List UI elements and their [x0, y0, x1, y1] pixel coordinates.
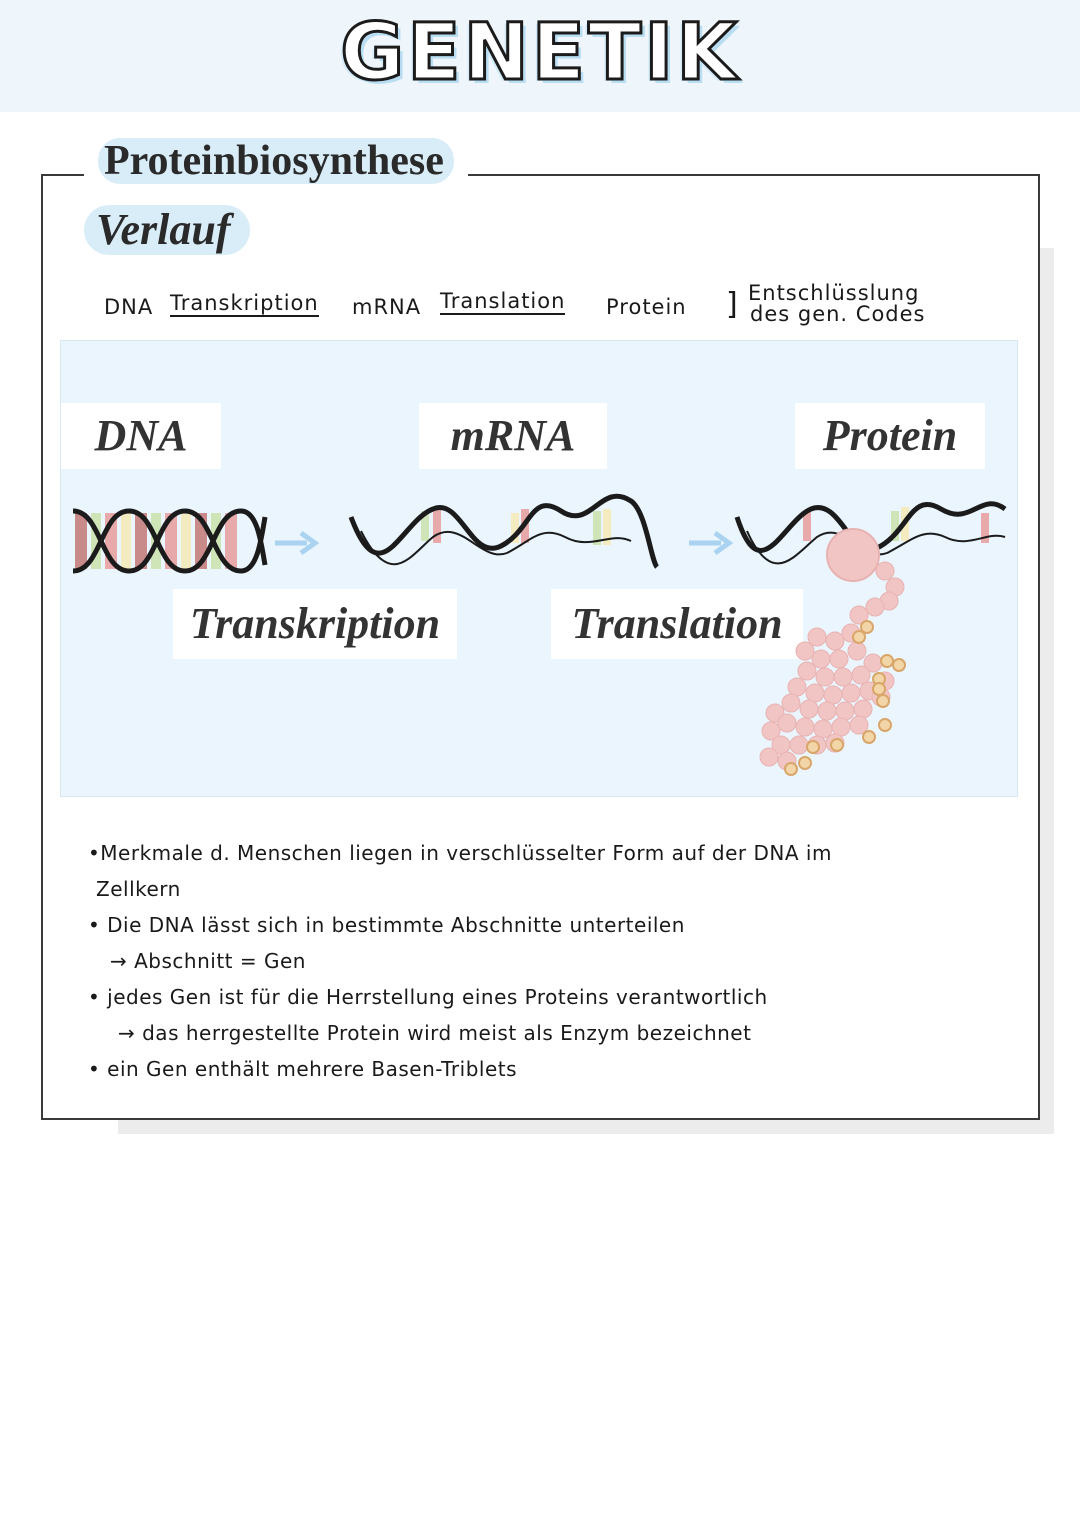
flow-dna: DNA [104, 295, 154, 319]
note-line: → Abschnitt = Gen [110, 949, 306, 973]
note-line: • ein Gen enthält mehrere Basen-Triblets [88, 1057, 518, 1081]
notes-list [88, 835, 988, 1087]
diagram-label-protein: Protein [795, 403, 985, 469]
diagram-label-dna: DNA [61, 403, 221, 469]
diagram-label-mrna: mRNA [419, 403, 607, 469]
flow-mrna: mRNA [352, 295, 422, 319]
note-line: Zellkern [96, 877, 181, 901]
bracket-icon: ] [726, 287, 739, 322]
diagram-graphics [61, 341, 1017, 796]
note-line: • Die DNA lässt sich in bestimmte Abschnitte unterteilen [88, 913, 685, 937]
arrow-right-icon [275, 533, 315, 553]
page-title: GENETIK [340, 8, 740, 98]
section-title [84, 137, 468, 185]
subsection-title: Verlauf [84, 205, 250, 255]
note-line: •Merkmale d. Menschen liegen in verschlüsselter Form auf der DNA im [88, 841, 832, 865]
diagram-label-translation: Translation [551, 589, 803, 659]
note-line: • jedes Gen ist für die Herrstellung eines Proteins verantwortlich [88, 985, 768, 1009]
flow-transkription-arrow: Transkription [170, 291, 319, 315]
process-flow [100, 281, 960, 335]
flow-bracket-line1: Entschlüsslung [748, 281, 920, 305]
diagram-label-transkription: Transkription [173, 589, 457, 659]
arrow-right-icon [689, 533, 729, 553]
flow-translation-arrow: Translation [440, 289, 566, 313]
mrna-strand-icon [351, 496, 657, 567]
note-line: → das herrgestellte Protein wird meist als Enzym bezeichnet [118, 1021, 752, 1045]
flow-bracket-line2: des gen. Codes [750, 302, 926, 326]
flow-protein: Protein [606, 295, 687, 319]
dna-double-helix-icon [73, 511, 265, 571]
section-title-text: Proteinbiosynthese [98, 138, 454, 184]
protein-biosynthesis-diagram [60, 340, 1018, 797]
ribosome-icon [827, 529, 879, 581]
